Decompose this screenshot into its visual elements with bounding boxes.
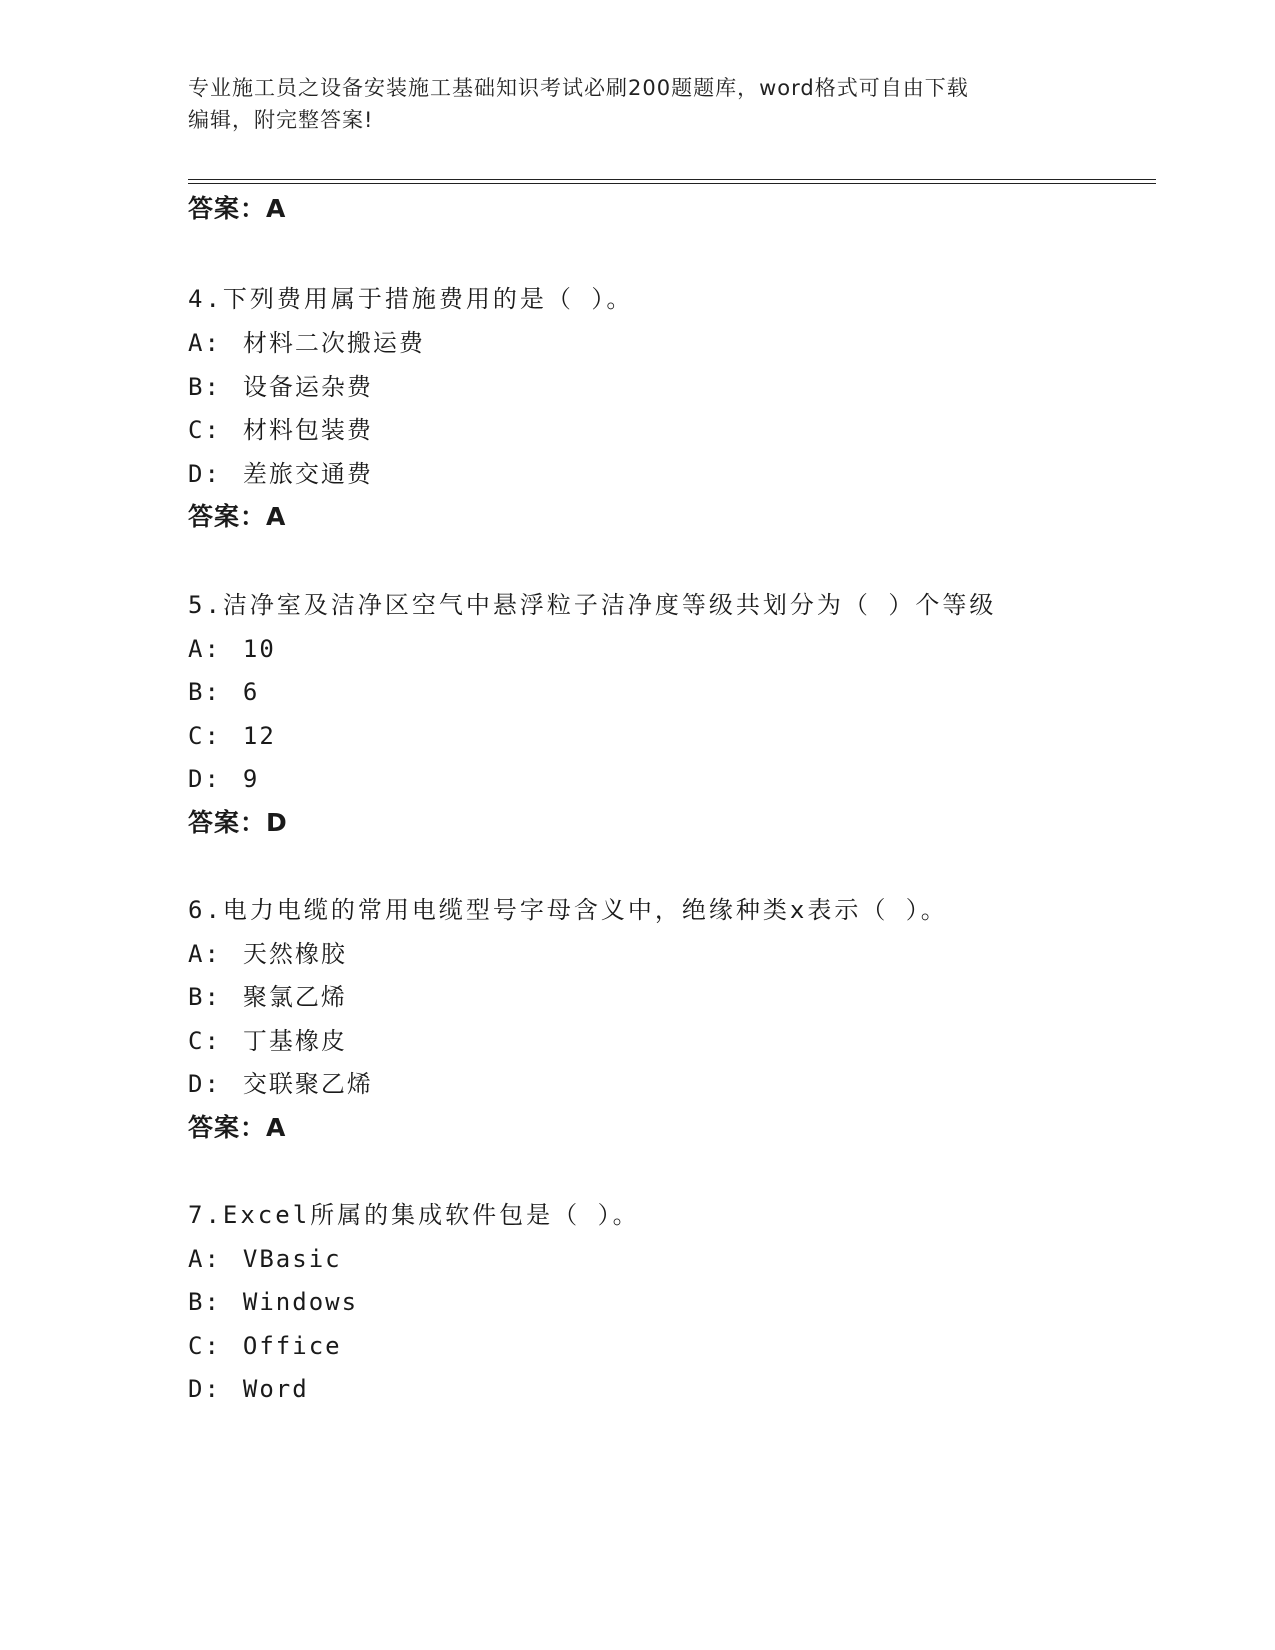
question-6-answer: 答案：A — [188, 1113, 287, 1142]
question-6-option-b: B: 聚氯乙烯 — [188, 983, 347, 1011]
header-line-1: 专业施工员之设备安装施工基础知识考试必刷200题题库，word格式可自由下载 — [188, 76, 969, 100]
question-6-option-a: A: 天然橡胶 — [188, 940, 347, 968]
question-4-option-d: D: 差旅交通费 — [188, 460, 373, 488]
question-7-option-d: D: Word — [188, 1375, 309, 1403]
question-5-answer: 答案：D — [188, 808, 288, 837]
question-5-option-a: A: 10 — [188, 635, 276, 663]
question-7-option-b: B: Windows — [188, 1288, 359, 1316]
question-7-option-c: C: Office — [188, 1332, 342, 1360]
question-5-stem: 5.洁净室及洁净区空气中悬浮粒子洁净度等级共划分为（ ）个等级 — [188, 591, 997, 619]
header-rule-top — [188, 179, 1156, 180]
question-5-option-c: C: 12 — [188, 722, 276, 750]
question-7-option-a: A: VBasic — [188, 1245, 342, 1273]
document-header — [188, 72, 1088, 136]
question-4-option-c: C: 材料包装费 — [188, 416, 373, 444]
question-6-option-c: C: 丁基橡皮 — [188, 1027, 347, 1055]
question-7-stem: 7.Excel所属的集成软件包是（ ）。 — [188, 1201, 640, 1229]
question-6-stem: 6.电力电缆的常用电缆型号字母含义中，绝缘种类x表示（ ）。 — [188, 896, 948, 924]
question-4-answer: 答案：A — [188, 502, 287, 531]
question-5-option-d: D: 9 — [188, 765, 260, 793]
header-line-2: 编辑，附完整答案! — [188, 108, 374, 132]
question-4-stem: 4.下列费用属于措施费用的是（ ）。 — [188, 285, 634, 313]
header-rule-bottom — [188, 183, 1156, 184]
answer-prev: 答案：A — [188, 194, 287, 223]
question-5-option-b: B: 6 — [188, 678, 260, 706]
question-6-option-d: D: 交联聚乙烯 — [188, 1070, 373, 1098]
question-4-option-a: A: 材料二次搬运费 — [188, 329, 425, 357]
question-4-option-b: B: 设备运杂费 — [188, 373, 373, 401]
